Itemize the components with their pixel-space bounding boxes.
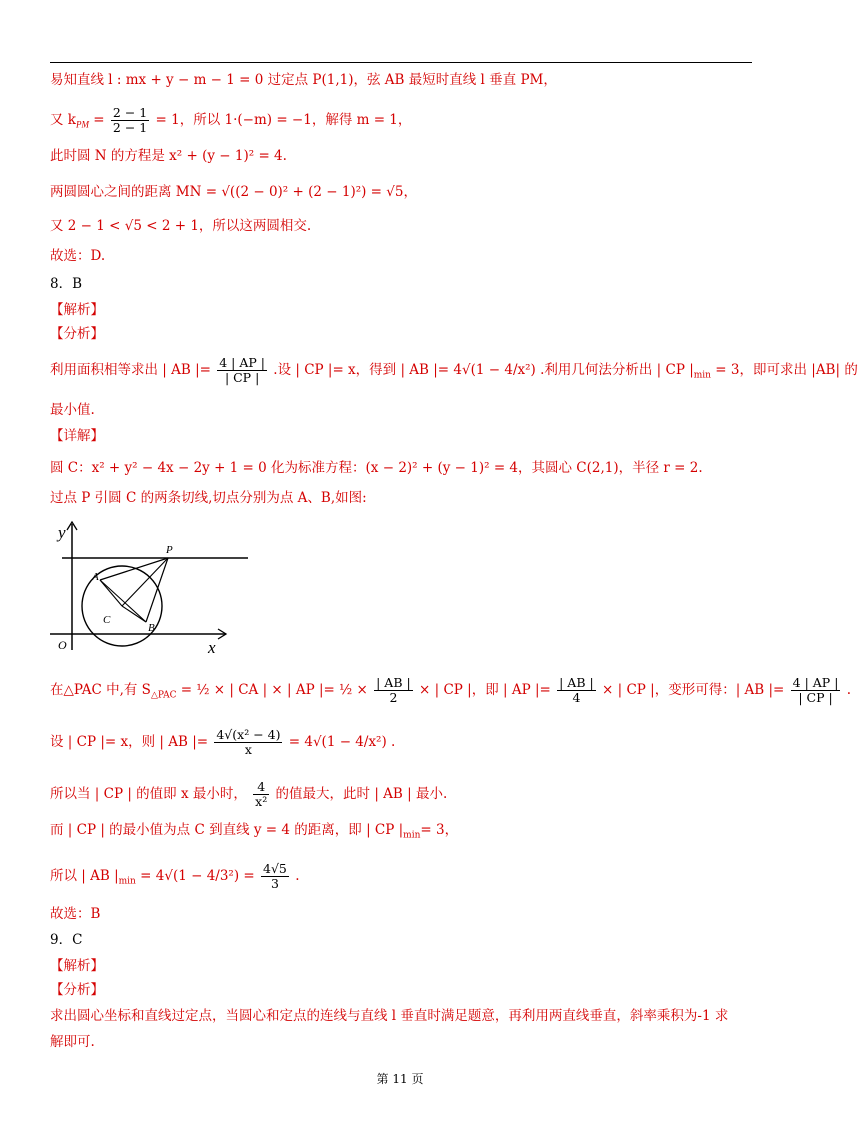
jiexi-8: 【解析】: [50, 302, 104, 318]
line-11: 最小值.: [50, 402, 95, 418]
header-rule: [50, 62, 752, 63]
line-10: 利用面积相等求出 | AB |= $\frac{4 | AP |}{| CP |}$ .设 | CP |= x，得到 | AB |= 4√(1 − 4/x²) .利用几何法分析出 | CP $|_{min} = 3$，即可求出 |AB| 的: [50, 355, 858, 385]
tangent-pb: [146, 558, 168, 622]
line-4: 两圆圆心之间的距离 MN = √((2 − 0)² + (2 − 1)²) = √5，: [50, 184, 417, 200]
line-6: 故选：D.: [50, 248, 106, 264]
jiexi-9: 【解析】: [50, 958, 104, 974]
answer-9: 9．C: [50, 932, 83, 948]
page-footer: 第 11 页: [376, 1072, 424, 1086]
label-p: P: [166, 544, 173, 556]
line-24: 求出圆心坐标和直线过定点，当圆心和定点的连线与直线 l 垂直时满足题意，再利用两直线垂直，斜率乘积为-1 求: [50, 1008, 729, 1024]
tangent-figure: [48, 518, 248, 660]
fenxi-9: 【分析】: [50, 982, 104, 998]
line-16: 设 | CP |= x，则 | AB |= $\frac{\text{4√(x² − 4)}}{x}$ = 4√(1 − 4/x²) .: [50, 727, 396, 757]
line-19: 所以 | AB $|_{min} = 4√(1 - 4/3^2)$ = $\frac{4√5}{3}$ .: [50, 861, 300, 891]
label-y: y: [58, 523, 66, 542]
segment-ca: [100, 580, 122, 606]
line-15: 在△PAC 中,有 $S_{\triangle PAC}$ = ½ × | CA | × | AP |= ½ × $\frac{| AB |}{2}$ × | CP |，即 | AP |= $\frac{| AB |}{4}$ × | CP |，变形可得：| AB |= $\frac{4 | AP |}{| CP |}$ .: [50, 675, 851, 705]
label-o: O: [58, 638, 67, 652]
xiangjie-8: 【详解】: [50, 428, 104, 444]
label-x: x: [208, 638, 216, 657]
label-a: A: [92, 571, 99, 583]
line-1: 易知直线 l : mx + y − m − 1 = 0 过定点 P(1,1)，弦 AB 最短时直线 l 垂直 PM，: [50, 72, 557, 88]
label-c: C: [103, 614, 111, 626]
line-5: 又 2 − 1 < √5 < 2 + 1，所以这两圆相交.: [50, 218, 312, 234]
answer-8: 8．B: [50, 276, 83, 292]
segment-cb: [122, 606, 146, 622]
line-2: 又 $k_{PM}$ = $\frac{2 - 1}{2 - 1}$ = 1，所以 1·(−m) = −1，解得 m = 1，: [50, 105, 412, 135]
fraction-sqrt: $\frac{\text{4√(x² − 4)}}{x}$: [216, 727, 281, 757]
line-3: 此时圆 N 的方程是 x² + (y − 1)² = 4.: [50, 148, 287, 164]
label-b: B: [148, 622, 155, 634]
line-14: 过点 P 引圆 C 的两条切线,切点分别为点 A、B,如图:: [50, 490, 367, 506]
fraction-ab-2: $\frac{| AB |}{2}$: [376, 675, 411, 705]
fraction-4-x2: $\frac{4}{\text{x²}}$: [255, 779, 268, 809]
fraction-kpm: $\frac{2 - 1}{2 - 1}$: [112, 105, 148, 135]
fraction-4ap-cp: $\frac{4 | AP |}{| CP |}$: [792, 675, 839, 705]
fenxi-8: 【分析】: [50, 326, 104, 342]
line-18: 而 | CP | 的最小值为点 C 到直线 y = 4 的距离，即 | CP $|_{min}= 3$，: [50, 822, 459, 841]
line-13: 圆 C：x² + y² − 4x − 2y + 1 = 0 化为标准方程：(x − 2)² + (y − 1)² = 4，其圆心 C(2,1)，半径 r = 2.: [50, 460, 703, 476]
line-20: 故选：B: [50, 906, 101, 922]
line-25: 解即可.: [50, 1034, 95, 1050]
line-17: 所以当 | CP | 的值即 x 最小时， $\frac{4}{\text{x²}}$ 的值最大，此时 | AB | 最小.: [50, 779, 448, 809]
fraction-ab: $\frac{4 | AP |}{| CP |}$: [219, 355, 265, 385]
fraction-ab-4: $\frac{| AB |}{4}$: [559, 675, 594, 705]
fraction-4root5: $\frac{4√5}{3}$: [263, 861, 287, 891]
